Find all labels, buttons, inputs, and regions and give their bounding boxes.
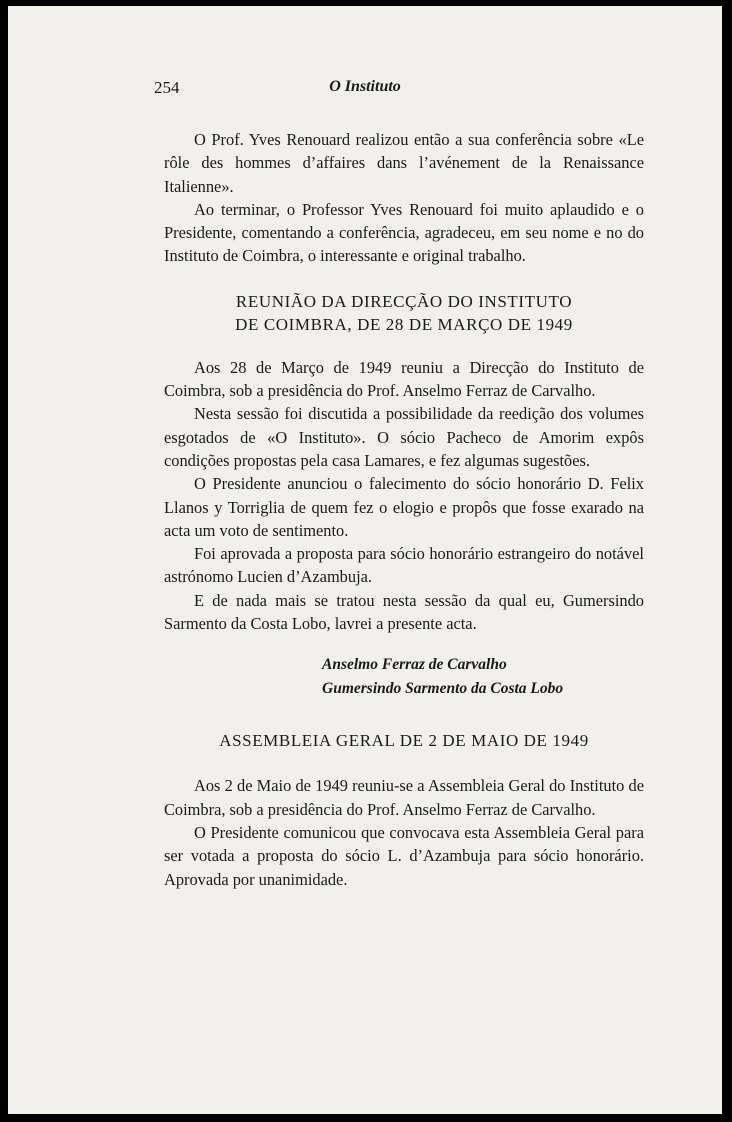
running-title: O Instituto <box>329 78 401 95</box>
signature-name: Gumersindo Sarmento da Costa Lobo <box>322 680 564 698</box>
paragraph: E de nada mais se tratou nesta sessão da qual eu, Gumersindo Sarmento da Costa Lobo, lavrei a presente acta. <box>164 590 644 634</box>
heading-line: REUNIÃO DA DIRECÇÃO DO INSTITUTO <box>235 291 573 311</box>
paragraph: Nesta sessão foi discutida a possibilidade da reedição dos volumes esgotados de «O Instituto». O sócio Pacheco de Amorim expôs condições propostas pela casa Lamares, e fez algumas sugestões. <box>164 404 644 470</box>
section-assembleia-minutes <box>164 774 644 890</box>
section-conference-closing <box>164 128 644 268</box>
paragraph: O Prof. Yves Renouard realizou então a sua conferência sobre «Le rôle des hommes d’affaires dans l’avénement de la Renaissance Italienne». <box>164 130 644 196</box>
paragraph: Foi aprovada a proposta para sócio honorário estrangeiro do notável astrónomo Lucien d’Azambuja. <box>164 544 644 587</box>
signature-name: Anselmo Ferraz de Carvalho <box>322 656 507 674</box>
page-number: 254 <box>154 78 180 97</box>
page-content <box>164 128 644 891</box>
paragraph: Aos 2 de Maio de 1949 reuniu-se a Assembleia Geral do Instituto de Coimbra, sob a presidência do Prof. Anselmo Ferraz de Carvalho. <box>164 776 644 819</box>
paragraph: O Presidente comunicou que convocava esta Assembleia Geral para ser votada a proposta do sócio L. d’Azambuja para sócio honorário. Aprovada por unanimidade. <box>164 822 644 889</box>
paragraph: Aos 28 de Março de 1949 reuniu a Direcção do Instituto de Coimbra, sob a presidência do Prof. Anselmo Ferraz de Carvalho. <box>164 357 644 401</box>
section-direccao-minutes <box>164 356 644 636</box>
signature-block <box>164 653 644 701</box>
paragraph: Ao terminar, o Professor Yves Renouard foi muito aplaudido e o Presidente, comentando a conferência, agradeceu, em seu nome e no do Instituto de Coimbra, o interessante e original trabalho. <box>164 199 644 266</box>
heading-line: DE COIMBRA, DE 28 DE MARÇO DE 1949 <box>235 314 573 334</box>
section-heading-direccao <box>164 290 644 336</box>
page-header <box>8 78 722 102</box>
paragraph: O Presidente anunciou o falecimento do sócio honorário D. Felix Llanos y Torriglia de quem fez o elogio e propôs que fosse exarado na acta um voto de sentimento. <box>164 474 644 540</box>
section-heading-assembleia: ASSEMBLEIA GERAL DE 2 DE MAIO DE 1949 <box>219 731 589 751</box>
document-page <box>8 6 722 1114</box>
